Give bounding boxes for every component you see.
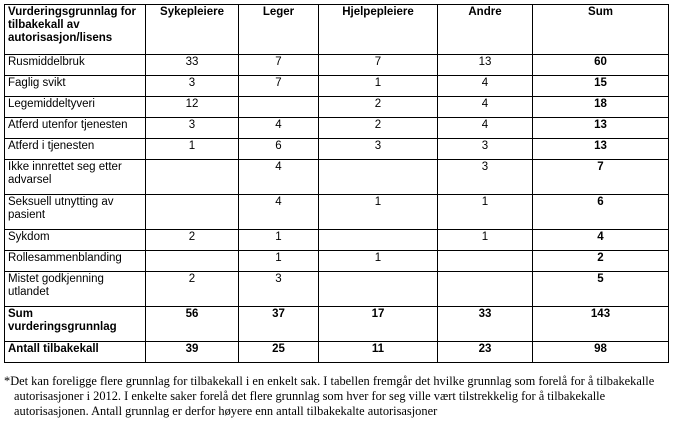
total-row-basis xyxy=(5,307,669,342)
cell-sum: 143 xyxy=(533,307,669,342)
cell-nurses: 33 xyxy=(146,55,239,76)
cell-doctors: 4 xyxy=(239,118,319,139)
cell-assistant-nurses: 2 xyxy=(319,97,438,118)
table-row xyxy=(5,160,669,195)
row-label: Sykdom xyxy=(5,230,146,251)
cell-sum: 60 xyxy=(533,55,669,76)
cell-nurses: 12 xyxy=(146,97,239,118)
table-row xyxy=(5,195,669,230)
row-label: Sum vurderingsgrunnlag xyxy=(5,307,146,342)
header-doctors: Leger xyxy=(239,5,319,55)
total-row-revocations xyxy=(5,342,669,363)
cell-doctors: 7 xyxy=(239,55,319,76)
cell-others xyxy=(438,251,533,272)
cell-sum: 13 xyxy=(533,139,669,160)
cell-doctors: 37 xyxy=(239,307,319,342)
cell-sum: 4 xyxy=(533,230,669,251)
cell-doctors: 25 xyxy=(239,342,319,363)
cell-nurses xyxy=(146,195,239,230)
header-nurses: Sykepleiere xyxy=(146,5,239,55)
cell-assistant-nurses: 11 xyxy=(319,342,438,363)
cell-assistant-nurses: 1 xyxy=(319,251,438,272)
cell-others: 3 xyxy=(438,139,533,160)
cell-nurses: 2 xyxy=(146,230,239,251)
row-label: Rusmiddelbruk xyxy=(5,55,146,76)
row-label: Atferd utenfor tjenesten xyxy=(5,118,146,139)
cell-doctors xyxy=(239,97,319,118)
cell-others: 33 xyxy=(438,307,533,342)
header-assistant-nurses: Hjelpepleiere xyxy=(319,5,438,55)
header-sum: Sum xyxy=(533,5,669,55)
row-label: Atferd i tjenesten xyxy=(5,139,146,160)
table-row xyxy=(5,230,669,251)
cell-assistant-nurses: 1 xyxy=(319,76,438,97)
table-row xyxy=(5,272,669,307)
cell-others: 4 xyxy=(438,118,533,139)
cell-doctors: 4 xyxy=(239,160,319,195)
row-label: Faglig svikt xyxy=(5,76,146,97)
cell-nurses: 1 xyxy=(146,139,239,160)
table-row xyxy=(5,139,669,160)
cell-sum: 6 xyxy=(533,195,669,230)
row-label: Seksuell utnytting av pasient xyxy=(5,195,146,230)
row-label: Antall tilbakekall xyxy=(5,342,146,363)
footnote-text: *Det kan foreligge flere grunnlag for tilbakekall i en enkelt sak. I tabellen fremgår det hvilke grunnlag som forelå for å tilbakekalle autorisasjoner i 2012. I enkelte saker forelå det flere grunnlag som hver for seg ville vært tilstrekkelig for å tilbakekalle autorisasjonen. Antall grunnlag er derfor høyere enn antall tilbakekalte autorisasjoner xyxy=(4,374,655,418)
cell-sum: 2 xyxy=(533,251,669,272)
row-label: Ikke innrettet seg etter advarsel xyxy=(5,160,146,195)
cell-nurses: 2 xyxy=(146,272,239,307)
cell-doctors: 3 xyxy=(239,272,319,307)
cell-assistant-nurses xyxy=(319,230,438,251)
row-label: Mistet godkjenning utlandet xyxy=(5,272,146,307)
cell-others: 4 xyxy=(438,76,533,97)
table-row xyxy=(5,118,669,139)
cell-doctors: 1 xyxy=(239,230,319,251)
cell-sum: 15 xyxy=(533,76,669,97)
cell-nurses xyxy=(146,160,239,195)
row-label: Legemiddeltyveri xyxy=(5,97,146,118)
header-others: Andre xyxy=(438,5,533,55)
cell-assistant-nurses: 2 xyxy=(319,118,438,139)
cell-others: 1 xyxy=(438,195,533,230)
cell-others: 13 xyxy=(438,55,533,76)
header-row xyxy=(5,5,669,55)
cell-doctors: 7 xyxy=(239,76,319,97)
revocation-table xyxy=(4,4,669,363)
header-basis: Vurderingsgrunnlag for tilbakekall av autorisasjon/lisens xyxy=(5,5,146,55)
cell-nurses: 3 xyxy=(146,76,239,97)
footnote xyxy=(4,374,672,419)
cell-nurses: 39 xyxy=(146,342,239,363)
table-row xyxy=(5,76,669,97)
cell-assistant-nurses: 7 xyxy=(319,55,438,76)
cell-assistant-nurses xyxy=(319,160,438,195)
table-row xyxy=(5,55,669,76)
cell-assistant-nurses: 3 xyxy=(319,139,438,160)
cell-sum: 5 xyxy=(533,272,669,307)
cell-assistant-nurses: 1 xyxy=(319,195,438,230)
cell-assistant-nurses: 17 xyxy=(319,307,438,342)
cell-sum: 98 xyxy=(533,342,669,363)
table-row xyxy=(5,97,669,118)
row-label: Rollesammenblanding xyxy=(5,251,146,272)
table-row xyxy=(5,251,669,272)
cell-assistant-nurses xyxy=(319,272,438,307)
cell-sum: 7 xyxy=(533,160,669,195)
cell-others: 23 xyxy=(438,342,533,363)
cell-others: 3 xyxy=(438,160,533,195)
cell-doctors: 6 xyxy=(239,139,319,160)
cell-others: 4 xyxy=(438,97,533,118)
cell-sum: 13 xyxy=(533,118,669,139)
cell-doctors: 1 xyxy=(239,251,319,272)
cell-doctors: 4 xyxy=(239,195,319,230)
cell-nurses xyxy=(146,251,239,272)
cell-others xyxy=(438,272,533,307)
cell-others: 1 xyxy=(438,230,533,251)
cell-nurses: 3 xyxy=(146,118,239,139)
cell-sum: 18 xyxy=(533,97,669,118)
cell-nurses: 56 xyxy=(146,307,239,342)
